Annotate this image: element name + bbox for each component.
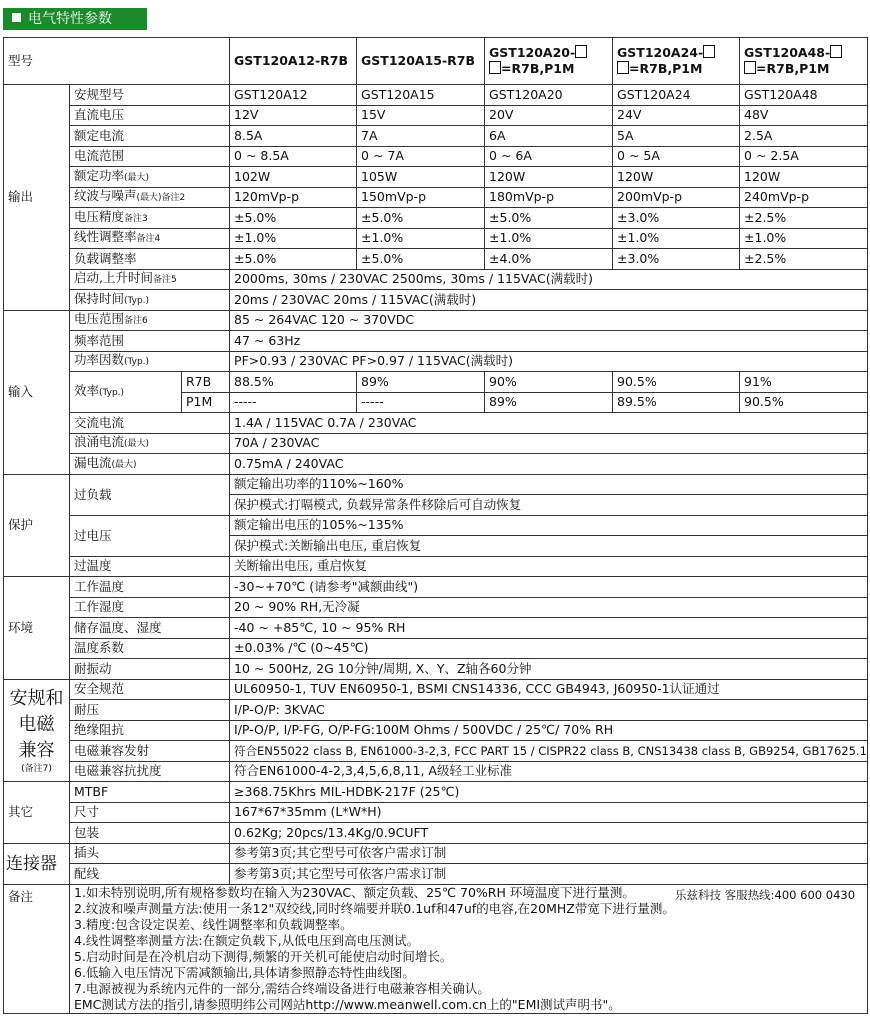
remarks-notes — [70, 884, 868, 1013]
dc_voltage-value: 12V — [230, 105, 357, 126]
work_hum-label: 工作湿度 — [70, 597, 230, 618]
dimension-value: 167*67*35mm (L*W*H) — [230, 802, 868, 823]
overvoltage-value: 额定输出电压的105%~135% — [230, 515, 868, 536]
load_reg-value: ±3.0% — [613, 249, 740, 270]
pf-value: PF>0.93 / 230VAC PF>0.97 / 115VAC(满载时) — [230, 351, 868, 372]
inrush-label: 浪涌电流(最大) — [70, 433, 230, 454]
standards-value: UL60950-1, TUV EN60950-1, BSMI CNS14336, CCC GB4943, J60950-1认证通过 — [230, 679, 868, 700]
spec-table — [3, 37, 868, 1014]
emc_emission-value: 符合EN55022 class B, EN61000-3-2,3, FCC PART 15 / CISPR22 class B, CNS13438 class B, GB9254, GB17625.1 — [230, 741, 868, 762]
checkbox-icon — [575, 45, 587, 58]
setup-label: 启动,上升时间备注5 — [70, 269, 230, 290]
voltage_tol-value: ±5.0% — [230, 208, 357, 229]
current_range-label: 电流范围 — [70, 146, 230, 167]
model-header-label: 型号 — [4, 38, 230, 85]
voltage_tol-value: ±2.5% — [740, 208, 868, 229]
remark-line: 3.精度:包含设定误差、线性调整率和负载调整率。 — [74, 916, 353, 932]
vibration-label: 耐振动 — [70, 659, 230, 680]
storage-label: 储存温度、湿度 — [70, 618, 230, 639]
overvoltage-mode-value: 保护模式:关断输出电压, 重启恢复 — [230, 536, 868, 557]
emc_immunity-value: 符合EN61000-4-2,3,4,5,6,8,11, A级轻工业标准 — [230, 761, 868, 782]
rated_current-value: 7A — [357, 126, 485, 147]
current_range-value: 0 ~ 2.5A — [740, 146, 868, 167]
remark-line: 4.线性调整率测量方法:在额定负载下,从低电压到高电压测试。 — [74, 932, 420, 948]
line_reg-value: ±1.0% — [357, 228, 485, 249]
remark-line: 7.电源被视为系统内元件的一部分,需结合终端设备进行电磁兼容相关确认。 — [74, 980, 490, 996]
isolation-label: 绝缘阻抗 — [70, 720, 230, 741]
rated_power-label: 额定功率(最大) — [70, 167, 230, 188]
dc_voltage-value: 20V — [485, 105, 613, 126]
freq-value: 47 ~ 63Hz — [230, 331, 868, 352]
input-voltage-range-value: 85 ~ 264VAC 120 ~ 370VDC — [230, 310, 868, 331]
category-other: 其它 — [4, 782, 70, 844]
rated_current-value: 6A — [485, 126, 613, 147]
overload-value: 额定输出功率的110%~160% — [230, 474, 868, 495]
packing-value: 0.62Kg; 20pcs/13.4Kg/0.9CUFT — [230, 823, 868, 844]
category-connector: 连接器 — [4, 843, 70, 884]
vibration-value: 10 ~ 500Hz, 2G 10分钟/周期, X、Y、Z轴各60分钟 — [230, 659, 868, 680]
eff-p1m-value: ----- — [357, 392, 485, 413]
overtemp-label: 过温度 — [70, 556, 230, 577]
rated_power-value: 120W — [613, 167, 740, 188]
rated_current-value: 2.5A — [740, 126, 868, 147]
checkbox-icon — [489, 61, 501, 74]
line_reg-value: ±1.0% — [230, 228, 357, 249]
rated_current-label: 额定电流 — [70, 126, 230, 147]
eff-p1m-value: 89% — [485, 392, 613, 413]
section-title-bar — [3, 8, 147, 30]
pf-label: 功率因数(Typ.) — [70, 351, 230, 372]
category-protect: 保护 — [4, 474, 70, 577]
standards-label: 安全规范 — [70, 679, 230, 700]
mtbf-label: MTBF — [70, 782, 230, 803]
line_reg-value: ±1.0% — [613, 228, 740, 249]
rated_current-value: 8.5A — [230, 126, 357, 147]
overload-mode-value: 保护模式:打嗝模式, 负载异常条件移除后可自动恢复 — [230, 495, 868, 516]
remark-line: 1.如未特别说明,所有规格参数均在输入为230VAC、额定负载、25℃ 70%RH 环境温度下进行量测。 — [74, 884, 635, 900]
ac-current-value: 1.4A / 115VAC 0.7A / 230VAC — [230, 413, 868, 434]
category-output: 输出 — [4, 85, 70, 311]
category-input: 输入 — [4, 310, 70, 474]
current_range-value: 0 ~ 6A — [485, 146, 613, 167]
eff-r7b-value: 90% — [485, 372, 613, 393]
model-name: GST120A24- =R7B,P1M — [613, 38, 740, 85]
square-icon — [12, 13, 21, 22]
withstand-label: 耐压 — [70, 700, 230, 721]
withstand-value: I/P-O/P: 3KVAC — [230, 700, 868, 721]
cable-label: 配线 — [70, 864, 230, 885]
safety_model-value: GST120A15 — [357, 85, 485, 106]
load_reg-value: ±2.5% — [740, 249, 868, 270]
safety_model-value: GST120A48 — [740, 85, 868, 106]
hold-label: 保持时间(Typ.) — [70, 290, 230, 311]
remark-line: EMC测试方法的指引,请参照明纬公司网站http://www.meanwell.com.cn上的"EMI测试声明书"。 — [74, 996, 621, 1012]
work_temp-value: -30~+70℃ (请参考"减额曲线") — [230, 577, 868, 598]
emc_emission-label: 电磁兼容发射 — [70, 741, 230, 762]
dc_voltage-value: 48V — [740, 105, 868, 126]
voltage_tol-label: 电压精度备注3 — [70, 208, 230, 229]
line_reg-value: ±1.0% — [740, 228, 868, 249]
line_reg-label: 线性调整率备注4 — [70, 228, 230, 249]
category-remarks: 备注 — [4, 884, 70, 1013]
dc_voltage-value: 15V — [357, 105, 485, 126]
ac-current-label: 交流电流 — [70, 413, 230, 434]
hold-value: 20ms / 230VAC 20ms / 115VAC(满载时) — [230, 290, 868, 311]
load_reg-value: ±4.0% — [485, 249, 613, 270]
temp_coef-value: ±0.03% /℃ (0~45℃) — [230, 638, 868, 659]
rated_power-value: 120W — [740, 167, 868, 188]
checkbox-icon — [703, 45, 715, 58]
current_range-value: 0 ~ 7A — [357, 146, 485, 167]
work_hum-value: 20 ~ 90% RH,无冷凝 — [230, 597, 868, 618]
voltage_tol-value: ±5.0% — [485, 208, 613, 229]
eff-p1m-value: ----- — [230, 392, 357, 413]
rated_power-value: 120W — [485, 167, 613, 188]
rated_power-value: 102W — [230, 167, 357, 188]
ripple-label: 纹波与噪声(最大)备注2 — [70, 187, 230, 208]
remark-line: 2.纹波和噪声测量方法:使用一条12"双绞线,同时终端要并联0.1uf和47uf的电容,在20MHZ带宽下进行量测。 — [74, 900, 675, 916]
eff-label: 效率(Typ.) — [70, 372, 182, 413]
load_reg-label: 负载调整率 — [70, 249, 230, 270]
checkbox-icon — [744, 61, 756, 74]
plug-label: 插头 — [70, 843, 230, 864]
storage-value: -40 ~ +85℃, 10 ~ 95% RH — [230, 618, 868, 639]
ripple-value: 200mVp-p — [613, 187, 740, 208]
rated_current-value: 5A — [613, 126, 740, 147]
emc_immunity-label: 电磁兼容抗扰度 — [70, 761, 230, 782]
temp_coef-label: 温度系数 — [70, 638, 230, 659]
packing-label: 包装 — [70, 823, 230, 844]
safety_model-label: 安规型号 — [70, 85, 230, 106]
line_reg-value: ±1.0% — [485, 228, 613, 249]
checkbox-icon — [830, 45, 842, 58]
input-voltage-range-label: 电压范围备注6 — [70, 310, 230, 331]
ripple-value: 150mVp-p — [357, 187, 485, 208]
eff-r7b-value: 88.5% — [230, 372, 357, 393]
checkbox-icon — [617, 61, 629, 74]
eff-p1m-value: 89.5% — [613, 392, 740, 413]
setup-value: 2000ms, 30ms / 230VAC 2500ms, 30ms / 115VAC(满载时) — [230, 269, 868, 290]
ripple-value: 180mVp-p — [485, 187, 613, 208]
cable-value: 参考第3页;其它型号可依客户需求订制 — [230, 864, 868, 885]
eff-r7b-value: 89% — [357, 372, 485, 393]
category-env: 环境 — [4, 577, 70, 680]
model-name: GST120A48- =R7B,P1M — [740, 38, 868, 85]
leakage-value: 0.75mA / 240VAC — [230, 454, 868, 475]
current_range-value: 0 ~ 8.5A — [230, 146, 357, 167]
rated_power-value: 105W — [357, 167, 485, 188]
leakage-label: 漏电流(最大) — [70, 454, 230, 475]
ripple-value: 240mVp-p — [740, 187, 868, 208]
voltage_tol-value: ±5.0% — [357, 208, 485, 229]
eff-r7b-label: R7B — [182, 372, 230, 393]
safety_model-value: GST120A24 — [613, 85, 740, 106]
voltage_tol-value: ±3.0% — [613, 208, 740, 229]
inrush-value: 70A / 230VAC — [230, 433, 868, 454]
remark-line: 5.启动时间是在冷机启动下测得,频繁的开关机可能使启动时间增长。 — [74, 948, 453, 964]
eff-r7b-value: 91% — [740, 372, 868, 393]
model-name: GST120A20- =R7B,P1M — [485, 38, 613, 85]
overvoltage-label: 过电压 — [70, 515, 230, 556]
eff-p1m-label: P1M — [182, 392, 230, 413]
category-safety: 安规和 电磁 兼容 (备注7) — [4, 679, 70, 782]
safety_model-value: GST120A12 — [230, 85, 357, 106]
dc_voltage-label: 直流电压 — [70, 105, 230, 126]
overload-label: 过负载 — [70, 474, 230, 515]
isolation-value: I/P-O/P, I/P-FG, O/P-FG:100M Ohms / 500VDC / 25℃/ 70% RH — [230, 720, 868, 741]
eff-p1m-value: 90.5% — [740, 392, 868, 413]
mtbf-value: ≥368.75Khrs MIL-HDBK-217F (25℃) — [230, 782, 868, 803]
overtemp-value: 关断输出电压, 重启恢复 — [230, 556, 868, 577]
model-name: GST120A12-R7B — [230, 38, 357, 85]
ripple-value: 120mVp-p — [230, 187, 357, 208]
remark-line: 6.低输入电压情况下需减额输出,具体请参照静态特性曲线图。 — [74, 964, 415, 980]
work_temp-label: 工作温度 — [70, 577, 230, 598]
plug-value: 参考第3页;其它型号可依客户需求订制 — [230, 843, 868, 864]
load_reg-value: ±5.0% — [357, 249, 485, 270]
freq-label: 频率范围 — [70, 331, 230, 352]
dc_voltage-value: 24V — [613, 105, 740, 126]
dimension-label: 尺寸 — [70, 802, 230, 823]
safety_model-value: GST120A20 — [485, 85, 613, 106]
load_reg-value: ±5.0% — [230, 249, 357, 270]
eff-r7b-value: 90.5% — [613, 372, 740, 393]
section-title: 电气特性参数 — [28, 11, 112, 27]
hotline: 乐兹科技 客服热线:400 600 0430 — [675, 887, 856, 902]
model-name: GST120A15-R7B — [357, 38, 485, 85]
current_range-value: 0 ~ 5A — [613, 146, 740, 167]
